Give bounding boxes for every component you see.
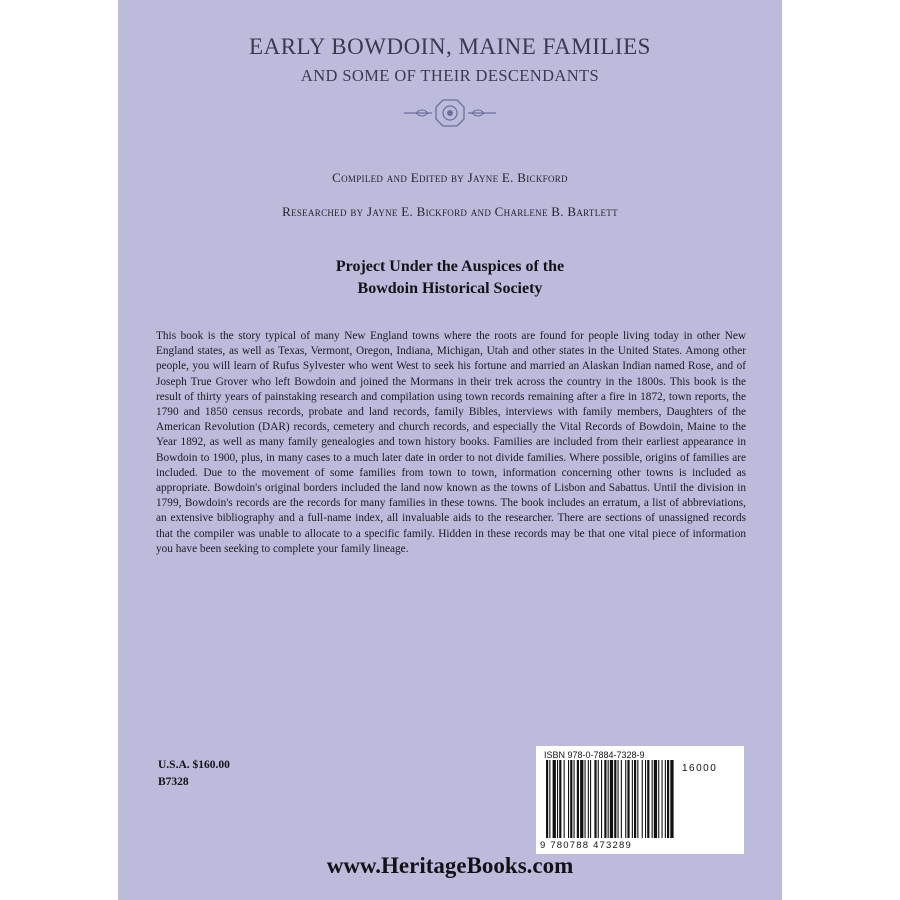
price-addon-code: 16000 — [682, 763, 718, 774]
book-title: EARLY BOWDOIN, MAINE FAMILIES — [249, 34, 651, 59]
isbn-label: ISBN 978-0-7884-7328-9 — [544, 750, 645, 760]
price-label: U.S.A. $160.00 — [158, 759, 230, 771]
compiled-by-credit: Compiled and Edited by Jayne E. Bickford — [332, 170, 568, 185]
book-subtitle: AND SOME OF THEIR DESCENDANTS — [300, 66, 600, 85]
book-description: This book is the story typical of many New England towns where the roots are found for people living today in other New England states, as well as Texas, Vermont, Oregon, Indiana, Michigan, Utah and other states in the United States. Among other people, you will learn of Rufus Sylvester who went West to seek his fortune and married an Alaskan Indian named Rose, and of Joseph True Grover who left Bowdoin and joined the Mormans in their trek across the country in the 1800s. This book is the result of thirty years of painstaking research and compilation using town records remaining after a fire in 1872, town reports, the 1790 and 1850 census records, probate and land records, family Bibles, interviews with family members, Daughters of the American Revolution (DAR) records, cemetery and church records, and especially the Vital Records of Bowdoin, Maine to the Year 1892, as well as many family genealogies and town history books. Families are included from their earliest appearance in Bowdoin to 1900, plus, in many cases to a much later date in order to not divide families. Where possible, origins of families are included. Due to the movement of some families from town to town, information concerning other towns is included as appropriate. Bowdoin's original borders included the land now known as the towns of Lisbon and Sabattus. Until the division in 1799, Bowdoin's records are the records for many families in these towns. The book includes an erratum, a list of abbreviations, an extensive bibliography and a full-name index, all invaluable aids to the researcher. There are sections of unassigned records that the compiler was unable to allocate to a specific family. Hidden in these records may be that one vital piece of information you have been seeking to complete your family lineage. — [156, 330, 746, 555]
item-code: B7328 — [158, 776, 189, 788]
project-line-2: Bowdoin Historical Society — [357, 280, 543, 297]
project-statement — [118, 256, 782, 300]
project-line-1: Project Under the Auspices of the — [335, 258, 565, 275]
researched-by-credit: Researched by Jayne E. Bickford and Charlene B. Bartlett — [282, 204, 618, 219]
barcode-panel — [536, 746, 744, 854]
publisher-website: www.HeritageBooks.com — [326, 853, 574, 878]
ean-digits: 9 780788 473289 — [540, 840, 632, 851]
book-back-cover — [118, 0, 782, 900]
decorative-ornament-icon — [402, 96, 498, 130]
price-block — [158, 757, 230, 791]
